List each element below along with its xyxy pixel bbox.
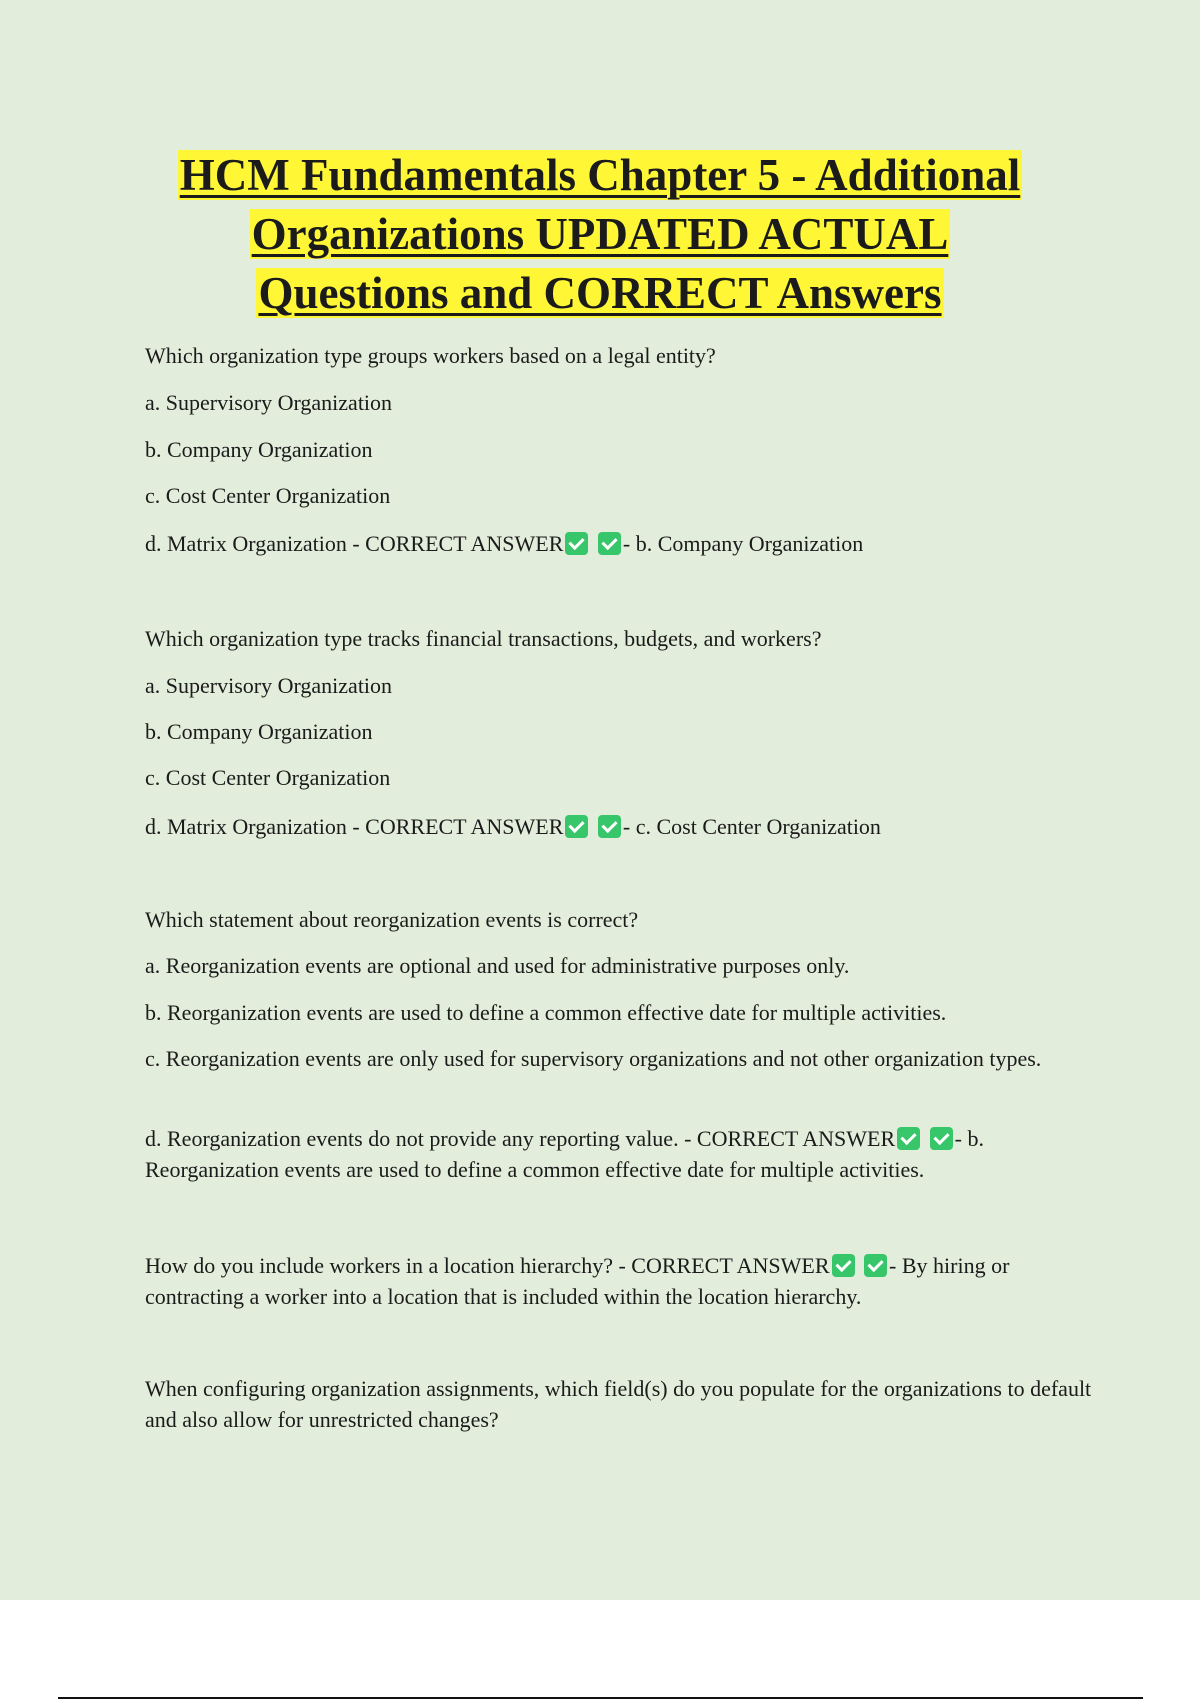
check-icon xyxy=(832,1254,855,1277)
q1-option-d: d. Matrix Organization - xyxy=(145,531,366,556)
q2-answer: - c. Cost Center Organization xyxy=(622,814,881,839)
q2-option-d: d. Matrix Organization - xyxy=(145,814,366,839)
q3-question: Which statement about reorganization events is correct? xyxy=(145,907,639,932)
correct-answer-label: CORRECT ANSWER xyxy=(365,814,564,839)
q4-question-answer xyxy=(145,1250,1095,1312)
q3-option-d: d. Reorganization events do not provide any reporting value. - xyxy=(145,1126,697,1151)
q1-answer: - b. Company Organization xyxy=(622,531,864,556)
q2-option-d-answer xyxy=(145,811,1095,842)
q3-option-a: a. Reorganization events are optional and used for administrative purposes only. xyxy=(145,953,850,978)
q1-question: Which organization type groups workers based on a legal entity? xyxy=(145,343,716,368)
q5-question: When configuring organization assignments, which field(s) do you populate for the organizations to default and also allow for unrestricted changes? xyxy=(145,1376,1092,1432)
q2-option-a: a. Supervisory Organization xyxy=(145,673,393,698)
q3-option-c: c. Reorganization events are only used for supervisory organizations and not other organization types. xyxy=(145,1046,1042,1071)
check-icon xyxy=(930,1127,953,1150)
q2-question: Which organization type tracks financial transactions, budgets, and workers? xyxy=(145,626,822,651)
title-line-3: Questions and CORRECT Answers xyxy=(258,268,942,318)
q2-option-b: b. Company Organization xyxy=(145,719,373,744)
check-icon xyxy=(598,532,621,555)
check-icon xyxy=(864,1254,887,1277)
q4-answer: - By hiring or contracting a worker into a location that is included within the location hierarchy. xyxy=(145,1253,1010,1309)
correct-answer-label: CORRECT ANSWER xyxy=(631,1253,830,1278)
q2-option-c: c. Cost Center Organization xyxy=(145,765,391,790)
correct-answer-label: CORRECT ANSWER xyxy=(696,1126,896,1151)
check-icon xyxy=(598,815,621,838)
title-line-1: HCM Fundamentals Chapter 5 - Additional xyxy=(179,150,1021,200)
document-title xyxy=(100,146,1100,323)
q1-option-c: c. Cost Center Organization xyxy=(145,483,391,508)
correct-answer-label: CORRECT ANSWER xyxy=(365,531,564,556)
q4-question: How do you include workers in a location hierarchy? - xyxy=(145,1253,632,1278)
q1-option-b: b. Company Organization xyxy=(145,437,373,462)
q3-option-b: b. Reorganization events are used to define a common effective date for multiple activities. xyxy=(145,1000,947,1025)
title-line-2: Organizations UPDATED ACTUAL xyxy=(251,209,949,259)
q1-option-d-answer xyxy=(145,528,1095,559)
check-icon xyxy=(565,532,588,555)
q3-answer: - b. Reorganization events are used to define a common effective date for multiple activities. xyxy=(145,1126,984,1182)
check-icon xyxy=(897,1127,920,1150)
check-icon xyxy=(565,815,588,838)
footer-divider xyxy=(58,1697,1143,1699)
q3-option-d-answer xyxy=(145,1123,1095,1185)
q1-option-a: a. Supervisory Organization xyxy=(145,390,393,415)
